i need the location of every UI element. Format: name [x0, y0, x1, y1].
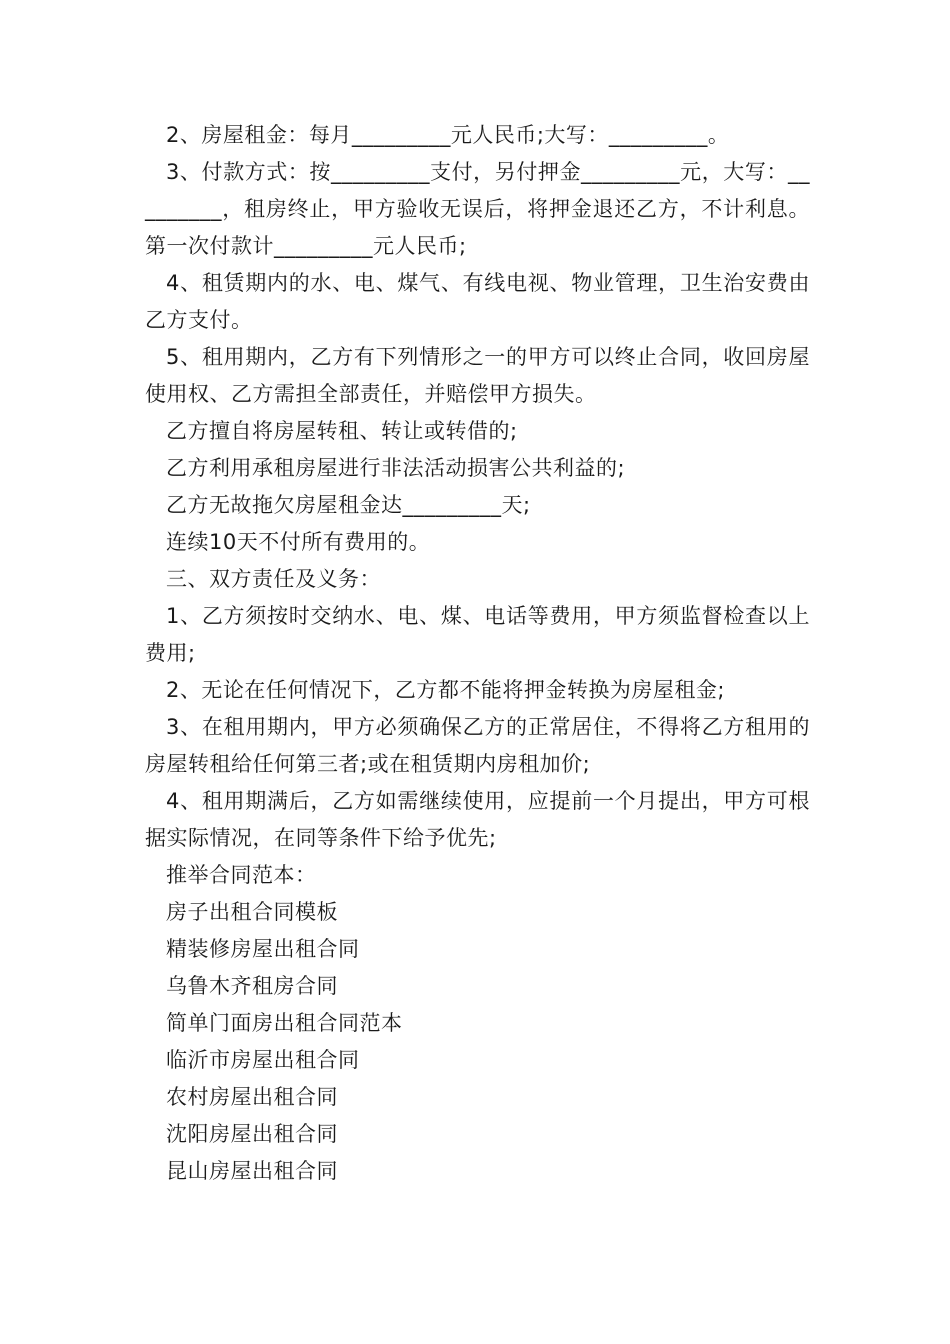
- recommended-link[interactable]: 乌鲁木齐租房合同: [166, 974, 338, 998]
- recommended-link[interactable]: 昆山房屋出租合同: [166, 1159, 338, 1183]
- paragraph-renewal: 4、租用期满后，乙方如需继续使用，应提前一个月提出，甲方可根据实际情况，在同等条件下给予优先;: [145, 789, 810, 850]
- section-heading-responsibilities: 三、双方责任及义务：: [166, 567, 381, 591]
- recommended-link[interactable]: 房子出租合同模板: [166, 900, 338, 924]
- paragraph-rent-amount: 2、房屋租金：每月_________元人民币;大写：_________。: [166, 123, 730, 147]
- paragraph-unpaid-fees: 连续10天不付所有费用的。: [166, 530, 431, 554]
- paragraph-deposit-rule: 2、无论在任何情况下，乙方都不能将押金转换为房屋租金;: [166, 678, 725, 702]
- paragraph-payment-method: 3、付款方式：按_________支付，另付押金_________元，大写：_________，租房终止，甲方验收无误后，将押金退还乙方，不计利息。第一次付款计_________元人民币;: [145, 160, 810, 258]
- recommended-link[interactable]: 农村房屋出租合同: [166, 1085, 338, 1109]
- paragraph-rent-arrears: 乙方无故拖欠房屋租金达_________天;: [166, 493, 531, 517]
- recommended-link[interactable]: 精装修房屋出租合同: [166, 937, 360, 961]
- recommended-link[interactable]: 简单门面房出租合同范本: [166, 1011, 403, 1035]
- paragraph-fee-payment: 1、乙方须按时交纳水、电、煤、电话等费用，甲方须监督检查以上费用;: [145, 604, 810, 665]
- paragraph-utilities: 4、租赁期内的水、电、煤气、有线电视、物业管理，卫生治安费由乙方支付。: [145, 271, 810, 332]
- paragraph-illegal-use: 乙方利用承租房屋进行非法活动损害公共利益的;: [166, 456, 626, 480]
- recommended-link[interactable]: 沈阳房屋出租合同: [166, 1122, 338, 1146]
- recommended-templates-heading: 推举合同范本：: [166, 863, 317, 887]
- recommended-link[interactable]: 临沂市房屋出租合同: [166, 1048, 360, 1072]
- paragraph-residence-guarantee: 3、在租用期内，甲方必须确保乙方的正常居住，不得将乙方租用的房屋转租给任何第三者;或在租赁期内房租加价;: [145, 715, 810, 776]
- document-body: [145, 117, 810, 1190]
- paragraph-termination: 5、租用期内，乙方有下列情形之一的甲方可以终止合同，收回房屋使用权、乙方需担全部责任，并赔偿甲方损失。: [145, 345, 810, 406]
- paragraph-sublet: 乙方擅自将房屋转租、转让或转借的;: [166, 419, 518, 443]
